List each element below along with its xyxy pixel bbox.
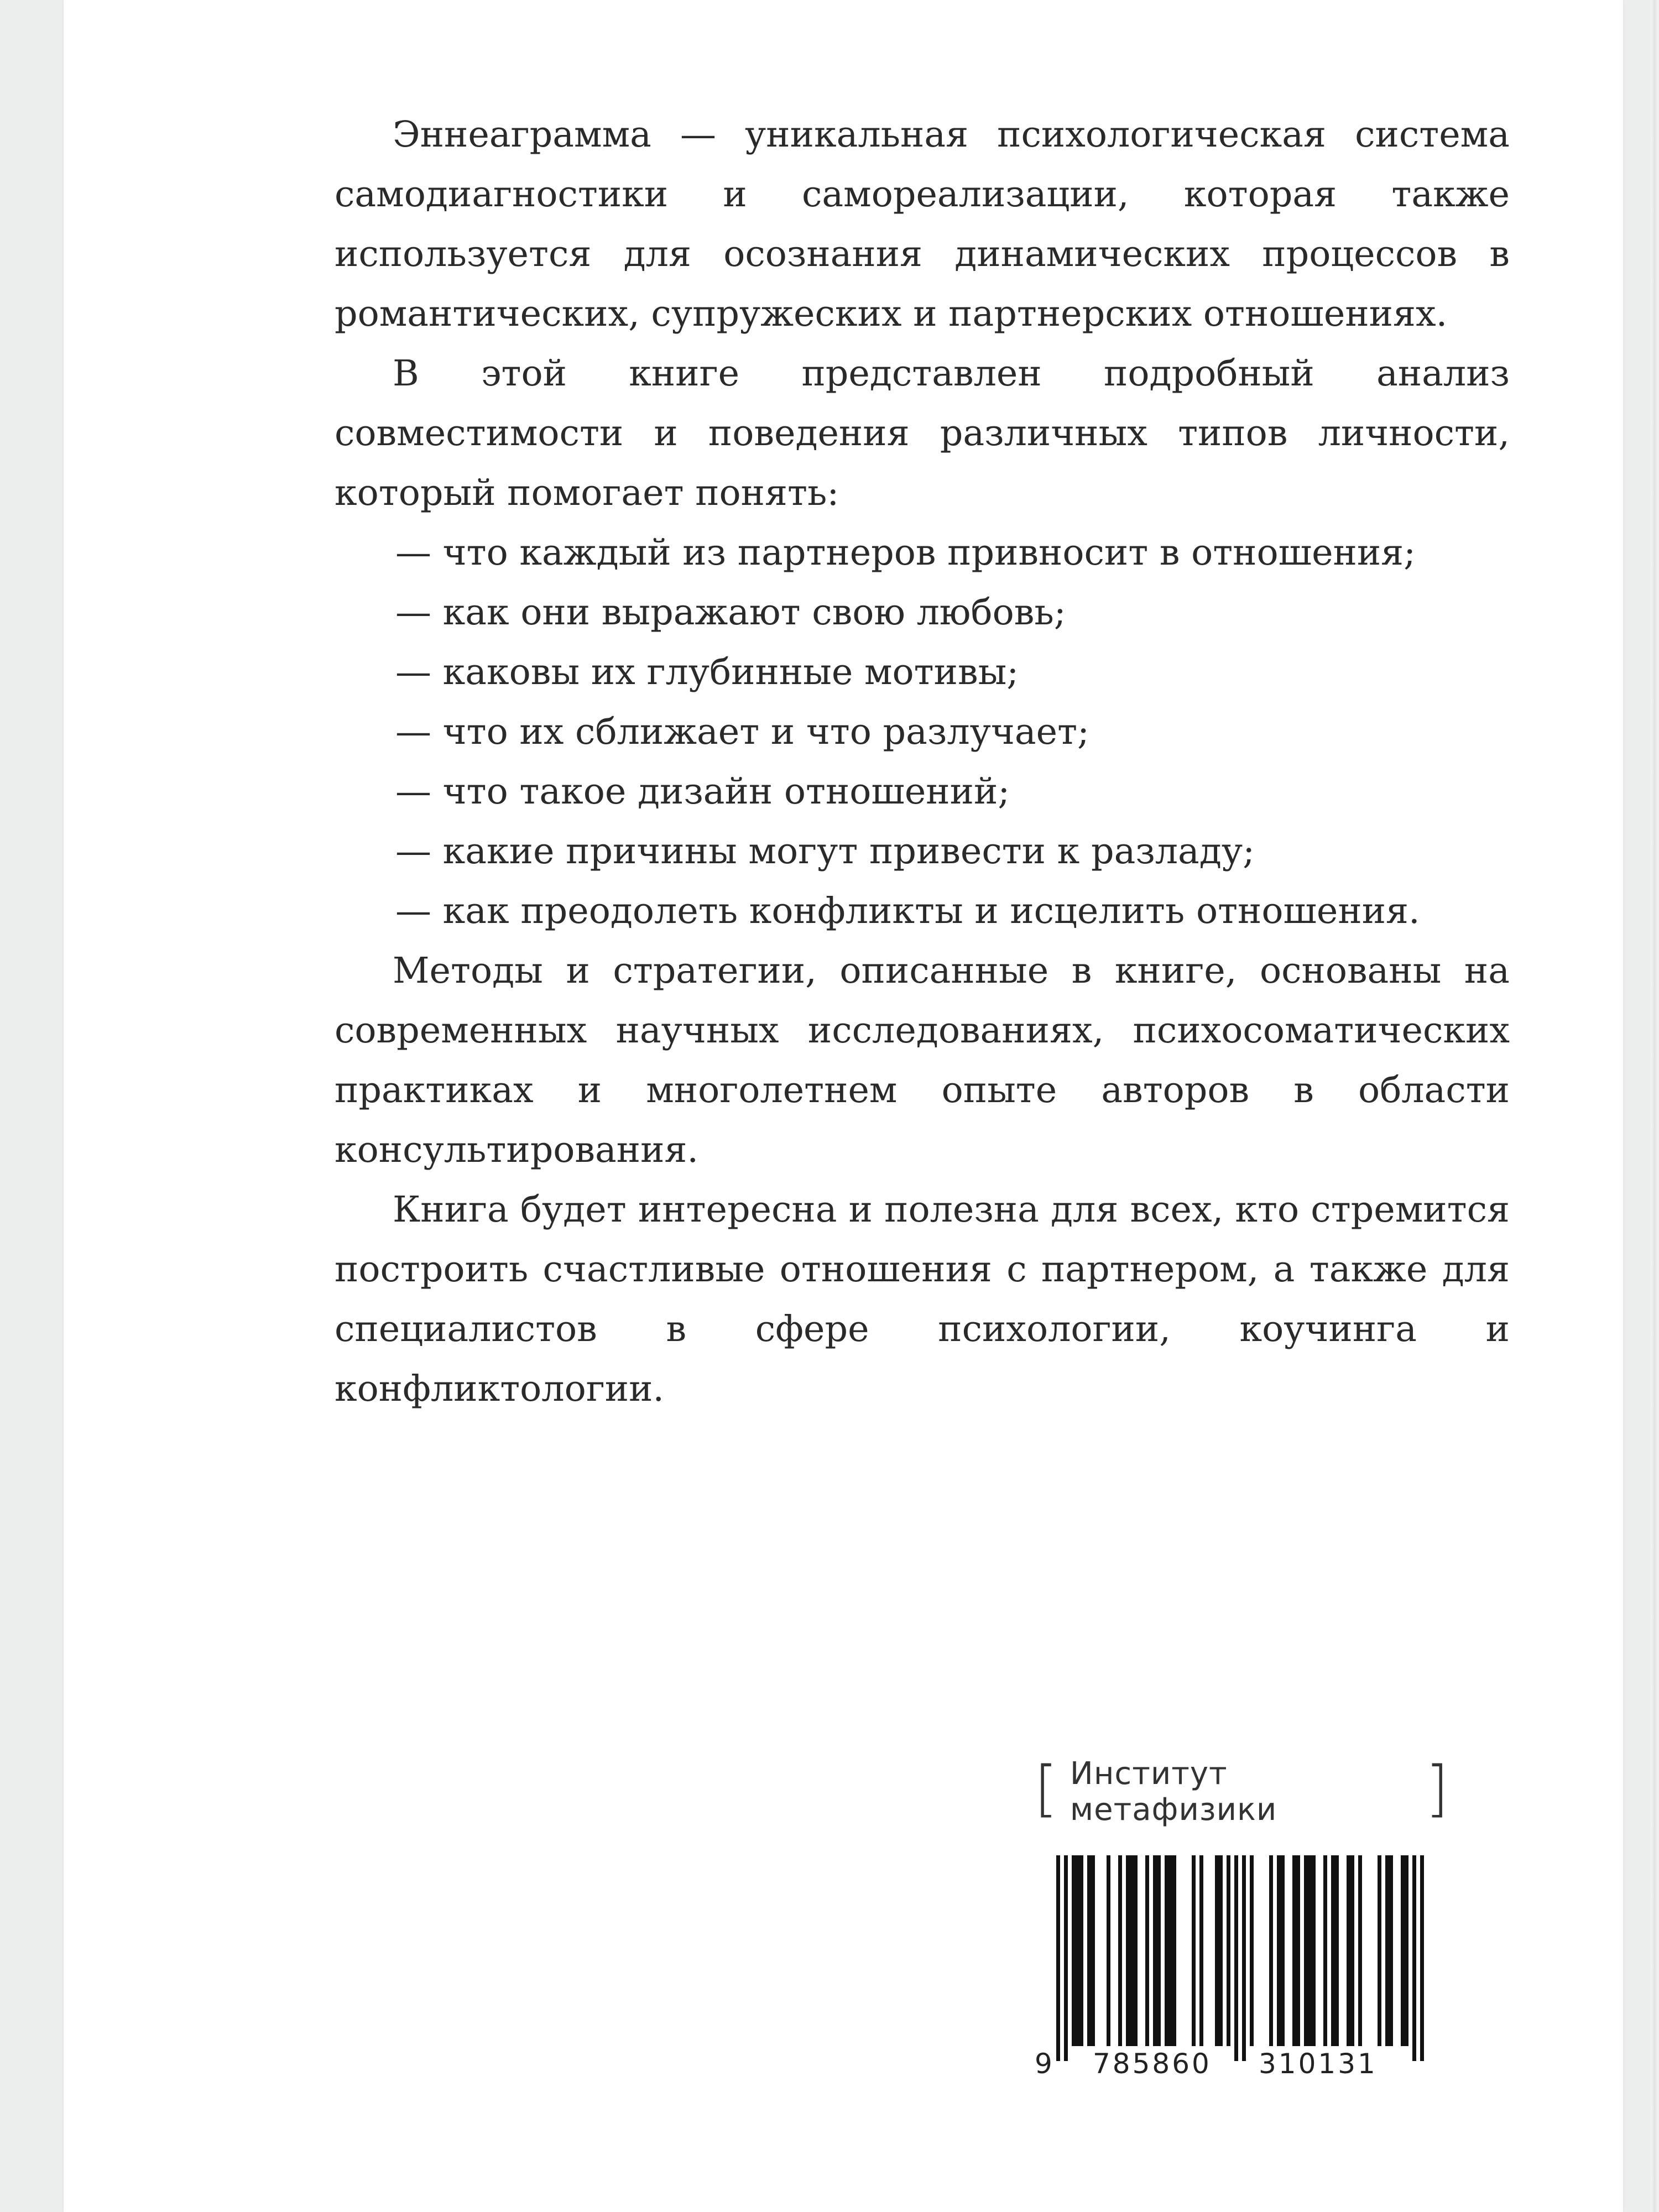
list-item: — что такое дизайн отношений;: [335, 762, 1510, 822]
barcode-digits-right: 310131: [1255, 2047, 1381, 2080]
barcode-bar: [1072, 1855, 1076, 2046]
barcode-bar: [1405, 1855, 1408, 2046]
barcode-bar: [1304, 1855, 1308, 2046]
barcode-bar: [1076, 1855, 1079, 2046]
intro-paragraph: Эннеаграмма — уникальная психологическая система самодиагностики и самореализации, которая также используется для осознания динамических процессов в романтических, супружеских и партнерских отношениях.: [335, 114, 1510, 335]
barcode-bar: [1401, 1855, 1405, 2046]
description-text: [335, 105, 1510, 1419]
barcode-bar: [1087, 1855, 1091, 2046]
barcode-bar: [1126, 1855, 1130, 2046]
barcode-bar: [1331, 1855, 1335, 2046]
barcode-bar: [1308, 1855, 1312, 2046]
barcode-bar: [1385, 1855, 1389, 2046]
barcode-bar: [1335, 1855, 1339, 2046]
barcode-bar: [1145, 1855, 1149, 2046]
barcode-bar: [1389, 1855, 1393, 2046]
barcode-guard-bar: [1234, 1855, 1238, 2061]
barcode-bar: [1312, 1855, 1316, 2046]
analysis-intro-paragraph: В этой книге представлен подробный анализ совместимости и поведения различных типов личности, который помогает понять:: [335, 353, 1510, 514]
barcode-bar: [1215, 1855, 1219, 2046]
list-item: — какие причины могут привести к разладу;: [335, 822, 1510, 881]
barcode-bar: [1227, 1855, 1230, 2046]
list-item: — что их сближает и что разлучает;: [335, 702, 1510, 762]
barcode-bar: [1172, 1855, 1176, 2046]
barcode-bar: [1107, 1855, 1110, 2046]
barcode-bar: [1350, 1855, 1354, 2046]
topics-list: [335, 523, 1510, 941]
barcode-bar: [1153, 1855, 1157, 2046]
barcode-bar: [1079, 1855, 1083, 2046]
barcode-guard-bar: [1242, 1855, 1246, 2061]
barcode-guard-bar: [1412, 1855, 1416, 2061]
barcode-guard-bar: [1056, 1855, 1060, 2061]
barcode-bar: [1378, 1855, 1381, 2046]
barcode-bar: [1358, 1855, 1362, 2046]
barcode-bar: [1091, 1855, 1095, 2046]
barcode-digits-left: 785860: [1089, 2047, 1215, 2080]
barcode-bar: [1250, 1855, 1254, 2046]
barcode-bar: [1157, 1855, 1161, 2046]
barcode-digit-first: 9: [1031, 2047, 1056, 2080]
barcode-bar: [1168, 1855, 1172, 2046]
publisher-name: Институт метафизики: [1070, 1756, 1277, 1828]
audience-paragraph: Книга будет интересна и полезна для всех, кто стремится построить счастливые отношения с партнером, а также для специалистов в сфере психологии, коучинга и конфликтологии.: [335, 1189, 1510, 1410]
barcode-bar: [1292, 1855, 1296, 2046]
barcode-bar: [1134, 1855, 1138, 2046]
list-item: — как они выражают свою любовь;: [335, 583, 1510, 643]
publisher-bracket-open: [: [1034, 1753, 1058, 1824]
isbn-barcode: [1035, 1855, 1430, 2082]
barcode-bar: [1192, 1855, 1196, 2046]
publisher-mark: [1034, 1753, 1449, 1828]
list-item: — что каждый из партнеров привносит в отношения;: [335, 523, 1510, 583]
barcode-bar: [1269, 1855, 1273, 2046]
barcode-guard-bar: [1420, 1855, 1424, 2061]
methods-paragraph: Методы и стратегии, описанные в книге, основаны на современных научных исследованиях, психосоматических практиках и многолетнем опыте авторов в области консультирования.: [335, 950, 1510, 1171]
barcode-guard-bar: [1064, 1855, 1068, 2061]
barcode-bar: [1323, 1855, 1327, 2046]
barcode-bar: [1118, 1855, 1122, 2046]
barcode-bar: [1130, 1855, 1134, 2046]
barcode-bar: [1165, 1855, 1168, 2046]
barcode-bar: [1296, 1855, 1300, 2046]
list-item: — каковы их глубинные мотивы;: [335, 643, 1510, 702]
cover-spine-edge: [1651, 0, 1658, 2212]
publisher-bracket-close: ]: [1425, 1753, 1449, 1824]
barcode-bar: [1347, 1855, 1350, 2046]
list-item: — как преодолеть конфликты и исцелить отношения.: [335, 881, 1510, 941]
barcode-bar: [1199, 1855, 1203, 2046]
barcode-bar: [1281, 1855, 1285, 2046]
barcode-bar: [1277, 1855, 1281, 2046]
barcode-bar: [1219, 1855, 1223, 2046]
